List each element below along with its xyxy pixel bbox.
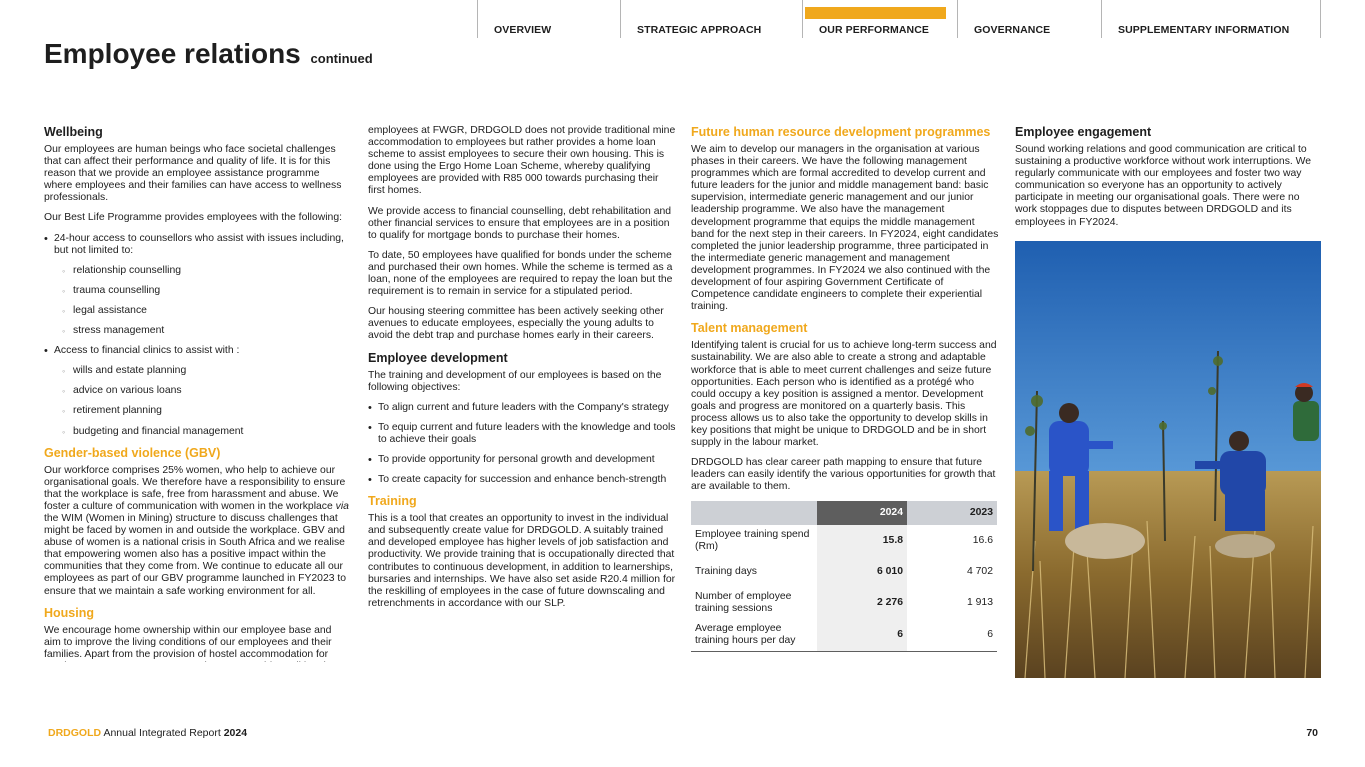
table-header-cell — [691, 501, 817, 525]
sub-list-item: ◦ trauma counselling — [54, 285, 350, 297]
table-cell-2023: 1 913 — [966, 597, 993, 609]
housing-paragraph: We provide access to financial counselling, debt rehabilitation and other financial services to ensure that employees are in a position to qualify for mortgage bonds to purchase their homes. — [368, 205, 672, 241]
future-hr-paragraph: We aim to develop our managers in the organisation at various phases in their careers. We have the following management programmes which are formal accredited to develop current and future leaders for the junior and middle management band: basic supervision, intermediate generic management and our junior leadership programme. We also have the management development programme that equips the middle management band for the next step in their careers. In FY2024, eight candidates completed the junior leadership programme, three participated in the intermediate generic management and management development programmes. In FY2024 we also continued with the development of four aspiring Government Certificate of Competence candidate engineers to complete their experiential training. — [691, 144, 999, 313]
column-2 — [368, 125, 676, 618]
list-item: • To create capacity for succession and enhance bench-strength — [368, 474, 676, 486]
table-cell-2024: 6 010 — [817, 557, 907, 587]
list-item — [44, 233, 350, 338]
table-row — [691, 587, 997, 619]
table-cell-2023: 6 — [907, 619, 997, 652]
sub-list-item: ◦ legal assistance — [54, 305, 350, 317]
nav-tab-our-performance[interactable] — [802, 0, 957, 38]
page-title-main: Employee relations — [44, 38, 301, 69]
workers-planting-trees-photo — [1015, 241, 1321, 678]
talent-heading: Talent management — [691, 321, 808, 336]
nav-tab-label: GOVERNANCE — [974, 24, 1051, 36]
training-heading: Training — [368, 494, 417, 509]
sub-list-item: ◦ stress management — [54, 325, 350, 337]
engagement-paragraph: Sound working relations and good communication are critical to sustaining a productive workforce without work interruptions. We regularly communicate with our employees and foster two way communication so everyone has an opportunity to actively participate in meeting our organisational goals. There were no work stoppages due to disputes between DRDGOLD and its employees in FY2024. — [1015, 144, 1312, 228]
housing-paragraph: Our housing steering committee has been actively seeking other avenues to educate employees, especially the young adults to avoid the debt trap and purchase homes early in their careers. — [368, 306, 664, 342]
footer — [48, 727, 247, 739]
nav-tab-label: STRATEGIC APPROACH — [637, 24, 762, 36]
sub-list — [54, 265, 350, 337]
future-hr-heading: Future human resource development programmes — [691, 125, 991, 139]
table-row-label: Employee training spend (Rm) — [695, 529, 810, 553]
table-cell-2024: 15.8 — [817, 525, 907, 557]
nav-tab-supplementary-information[interactable] — [1101, 0, 1321, 38]
nav-tab-label: SUPPLEMENTARY INFORMATION — [1118, 24, 1290, 36]
sub-list-item: ◦ retirement planning — [54, 405, 350, 417]
employee-development-paragraph: The training and development of our employees is based on the following objectives: — [368, 369, 662, 393]
gbv-text: Our workforce comprises 25% women, who help to achieve our organisational goals. We therefore have a responsibility to ensure that the workplace is safe, free from harassment and abuse. We foster a culture of communication with women in the workplace — [44, 464, 346, 512]
footer-year: 2024 — [223, 727, 248, 739]
table-row — [691, 619, 997, 652]
column-1 — [44, 125, 350, 662]
table-header-row — [691, 501, 997, 525]
gbv-heading: Gender-based violence (GBV) — [44, 445, 221, 460]
column-3 — [691, 125, 999, 652]
list-item-text: 24-hour access to counsellors who assist with issues including, but not limited to: — [54, 232, 344, 256]
nav-tab-governance[interactable] — [957, 0, 1101, 38]
housing-paragraph: We encourage home ownership within our employee base and aim to improve the living conditions of our employees and their families. Apart from the provision of hostel accommodation for — [44, 624, 332, 660]
column-4 — [1015, 125, 1321, 237]
footer-report-name: Annual Integrated Report — [103, 727, 221, 739]
photo-illustration — [1015, 241, 1321, 678]
page-number: 70 — [1306, 727, 1318, 739]
table-row — [691, 557, 997, 587]
sub-list-item: ◦ wills and estate planning — [54, 365, 350, 377]
table-cell-2023: 4 702 — [966, 566, 993, 578]
list-item — [44, 345, 350, 437]
list-item: • To align current and future leaders with the Company's strategy — [368, 402, 676, 414]
sub-list-item: ◦ advice on various loans — [54, 385, 350, 397]
list-item: • To equip current and future leaders with the knowledge and tools to achieve their goals — [368, 422, 676, 446]
gbv-text: the WIM (Women in Mining) structure to discuss challenges that might be faced by women in and outside the workplace. GBV and abuse of women is a national crisis in South Africa and we realise that empowering women also has a positive impact within the communities that they come from. We continue to educate all our employees as part of our GBV programme launched in FY2023 to ensure that we maintain a safe working environment for all. — [44, 512, 347, 597]
housing-paragraph-continued: employees at FWGR, DRDGOLD does not provide traditional mine accommodation to employees but rather provides a home loan scheme to assist employees to secure their own housing. This is done using the Ergo Home Loan Scheme, whereby qualifying employees are provided with R85 000 towards purchasing their first homes. — [368, 125, 676, 197]
nav-tab-strategic-approach[interactable] — [620, 0, 802, 38]
top-navigation — [477, 0, 1321, 38]
training-statistics-table — [691, 501, 997, 652]
housing-paragraph: To date, 50 employees have qualified for bonds under the scheme and purchased their own homes. While the scheme is termed as a loan, none of the employees are required to repay the loan but the requirement is to remain in service for a stipulated period. — [368, 249, 673, 298]
talent-paragraph: DRDGOLD has clear career path mapping to ensure that future leaders can easily identify the various opportunities for growth that are available to them. — [691, 457, 996, 493]
table-row-label: Training days — [695, 566, 757, 578]
housing-heading: Housing — [44, 605, 94, 620]
active-tab-indicator — [805, 7, 946, 19]
list-item: • To provide opportunity for personal growth and development — [368, 454, 676, 466]
footer-brand: DRDGOLD — [48, 727, 102, 739]
employee-development-heading: Employee development — [368, 350, 508, 365]
table-row-label: Average employee training hours per day — [691, 619, 817, 652]
page-title-sub: continued — [310, 51, 373, 66]
table-cell-2023: 16.6 — [972, 535, 993, 547]
wellbeing-heading: Wellbeing — [44, 125, 103, 139]
wellbeing-list — [44, 233, 350, 438]
table-row — [691, 525, 997, 557]
nav-tab-label: OUR PERFORMANCE — [819, 24, 930, 36]
page-title — [44, 38, 373, 70]
sub-list-item: ◦ relationship counselling — [54, 265, 350, 277]
nav-tab-overview[interactable] — [477, 0, 620, 38]
table-header-cell: 2024 — [817, 501, 907, 525]
table-header-cell: 2023 — [907, 501, 997, 525]
engagement-heading: Employee engagement — [1015, 125, 1152, 139]
talent-paragraph: Identifying talent is crucial for us to achieve long-term success and sustainability. We are also able to create a strong and adaptable workforce that is able to meet current challenges and seize future opportunities. Each person who is identified as a protégé who could occupy a key position is assigned a mentor. Development goals and progress are monitored on a quarterly basis. This process allows us to also take the opportunity to develop skills in key positions that might be unique to DRDGOLD and be in short supply in the labour market. — [691, 340, 997, 449]
table-cell-2024: 6 — [817, 619, 907, 652]
gbv-paragraph — [44, 465, 350, 598]
wellbeing-paragraph: Our employees are human beings who face societal challenges that can affect their performance and quality of life. It is for this reason that we provide an employee assistance programme where employees and their families can have access to wellness professionals. — [44, 144, 342, 204]
gbv-text-italic: via — [335, 500, 349, 512]
nav-tab-label: OVERVIEW — [494, 24, 552, 36]
table-row-label: Number of employee training sessions — [695, 591, 792, 615]
wellbeing-paragraph: Our Best Life Programme provides employees with the following: — [44, 212, 343, 224]
list-item-text: Access to financial clinics to assist with : — [54, 345, 240, 357]
development-objectives-list — [368, 402, 676, 486]
sub-list-item: ◦ budgeting and financial management — [54, 426, 350, 438]
sub-list — [54, 365, 350, 437]
training-paragraph: This is a tool that creates an opportunity to invest in the individual and subsequently create value for DRDGOLD. A suitably trained and developed employee has higher levels of job satisfaction and productivity. We provide training that is occupationally directed that contributes to continuous development, in addition to learnerships, bursaries and internships. We have also set aside R20.4 million for the reskilling of employees in the case of future downscaling and retrenchments in accordance with our SLP. — [368, 513, 676, 609]
table-cell-2024: 2 276 — [817, 587, 907, 619]
